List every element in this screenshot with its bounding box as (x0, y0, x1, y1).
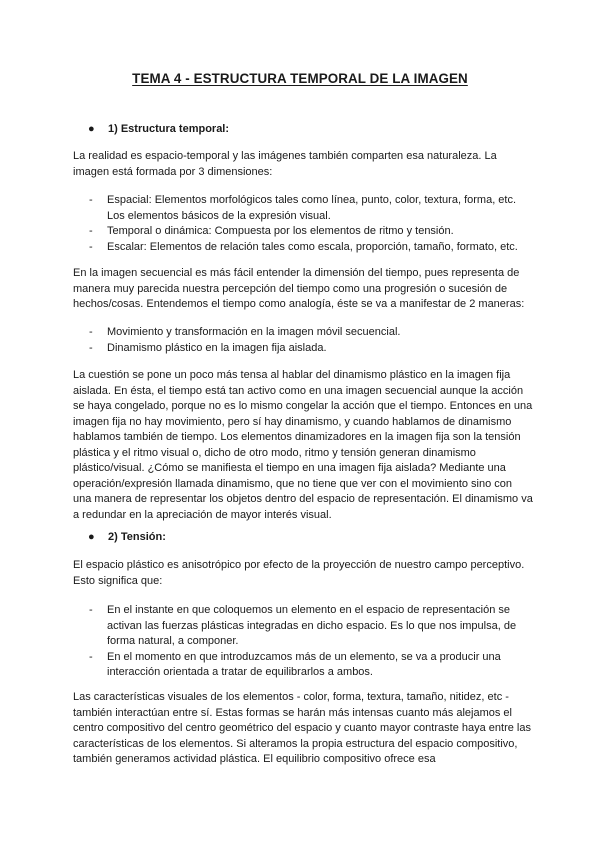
list-item: - Dinamismo plástico en la imagen fija aislada. (89, 341, 327, 354)
paragraph: El espacio plástico es anisotrópico por efecto de la proyección de nuestro campo perceptivo. Esto significa que: (73, 559, 525, 587)
bullet-icon: ● (88, 123, 95, 135)
list-item: - Temporal o dinámica: Compuesta por los elementos de ritmo y tensión. (89, 225, 454, 237)
paragraph: La realidad es espacio-temporal y las imágenes también comparten esa naturaleza. La imagen está formada por 3 dimensiones: (73, 150, 497, 178)
paragraph: En la imagen secuencial es más fácil entender la dimensión del tiempo, pues representa de manera muy parecida nuestra percepción del tiempo como una progresión o sucesión de hechos/cosas. Entendemos el tiempo como analogía, éste se va a manifestar de 2 maneras: (73, 267, 525, 310)
points-list (73, 603, 533, 681)
list-item: - En el momento en que introduzcamos más de un elemento, se va a producir una interacción orientada a tratar de equilibrarlos a ambos. (89, 650, 501, 678)
section-heading-text: 1) Estructura temporal: (108, 123, 230, 135)
paragraph: Las características visuales de los elementos - color, forma, textura, tamaño, nitidez, etc - también interactúan entre sí. Estas formas se harán más intensas cuanto más alejamos el centro compositivo del centro geométrico del espacio y cuanto mayor contraste haya entre las características de los elementos. Si alteramos la propia estructura del espacio compositivo, también generamos actividad plástica. El equilibrio compositivo ofrece esa (73, 691, 531, 765)
list-item: - En el instante en que coloquemos un elemento en el espacio de representación se activan las fuerzas plásticas integradas en dicho espacio. Es lo que nos impulsa, de forma natural, a componer. (89, 604, 517, 647)
bullet-icon: ● (88, 531, 95, 543)
page-title: TEMA 4 - ESTRUCTURA TEMPORAL DE LA IMAGEN (132, 71, 468, 86)
paragraph: La cuestión se pone un poco más tensa al hablar del dinamismo plástico en la imagen fija aislada. En ésta, el tiempo está tan activo como en una imagen secuencial aunque la acción se haya congelado, porque no es lo mismo congelar la acción que el tiempo. Entonces en una imagen fija no hay movimiento, pero sí hay dinamismo, y cuando hablamos de dinamismo hablamos también de tiempo. Los elementos dinamizadores en la imagen fija son la tensión plástica y el ritmo visual o, dicho de otro modo, ritmo y tensión generan dinamismo plástico/visual. ¿Cómo se manifiesta el tiempo en una imagen fija aislada? Mediante una operación/expresión llamada dinamismo, que no tiene que ver con el movimiento sino con una manera de representar los objetos dentro del espacio de representación. El dinamismo va a redundar en la apreciación de mayor interés visual. (73, 369, 533, 521)
list-item: - Espacial: Elementos morfológicos tales como línea, punto, color, textura, forma, etc. Los elementos básicos de la expresión visual. (89, 194, 517, 222)
list-item: - Escalar: Elementos de relación tales como escala, proporción, tamaño, formato, etc. (89, 240, 518, 253)
manners-list (73, 325, 533, 356)
dimensions-list (73, 193, 533, 255)
list-item: - Movimiento y transformación en la imagen móvil secuencial. (89, 326, 401, 338)
section-heading-text: 2) Tensión: (108, 531, 166, 543)
